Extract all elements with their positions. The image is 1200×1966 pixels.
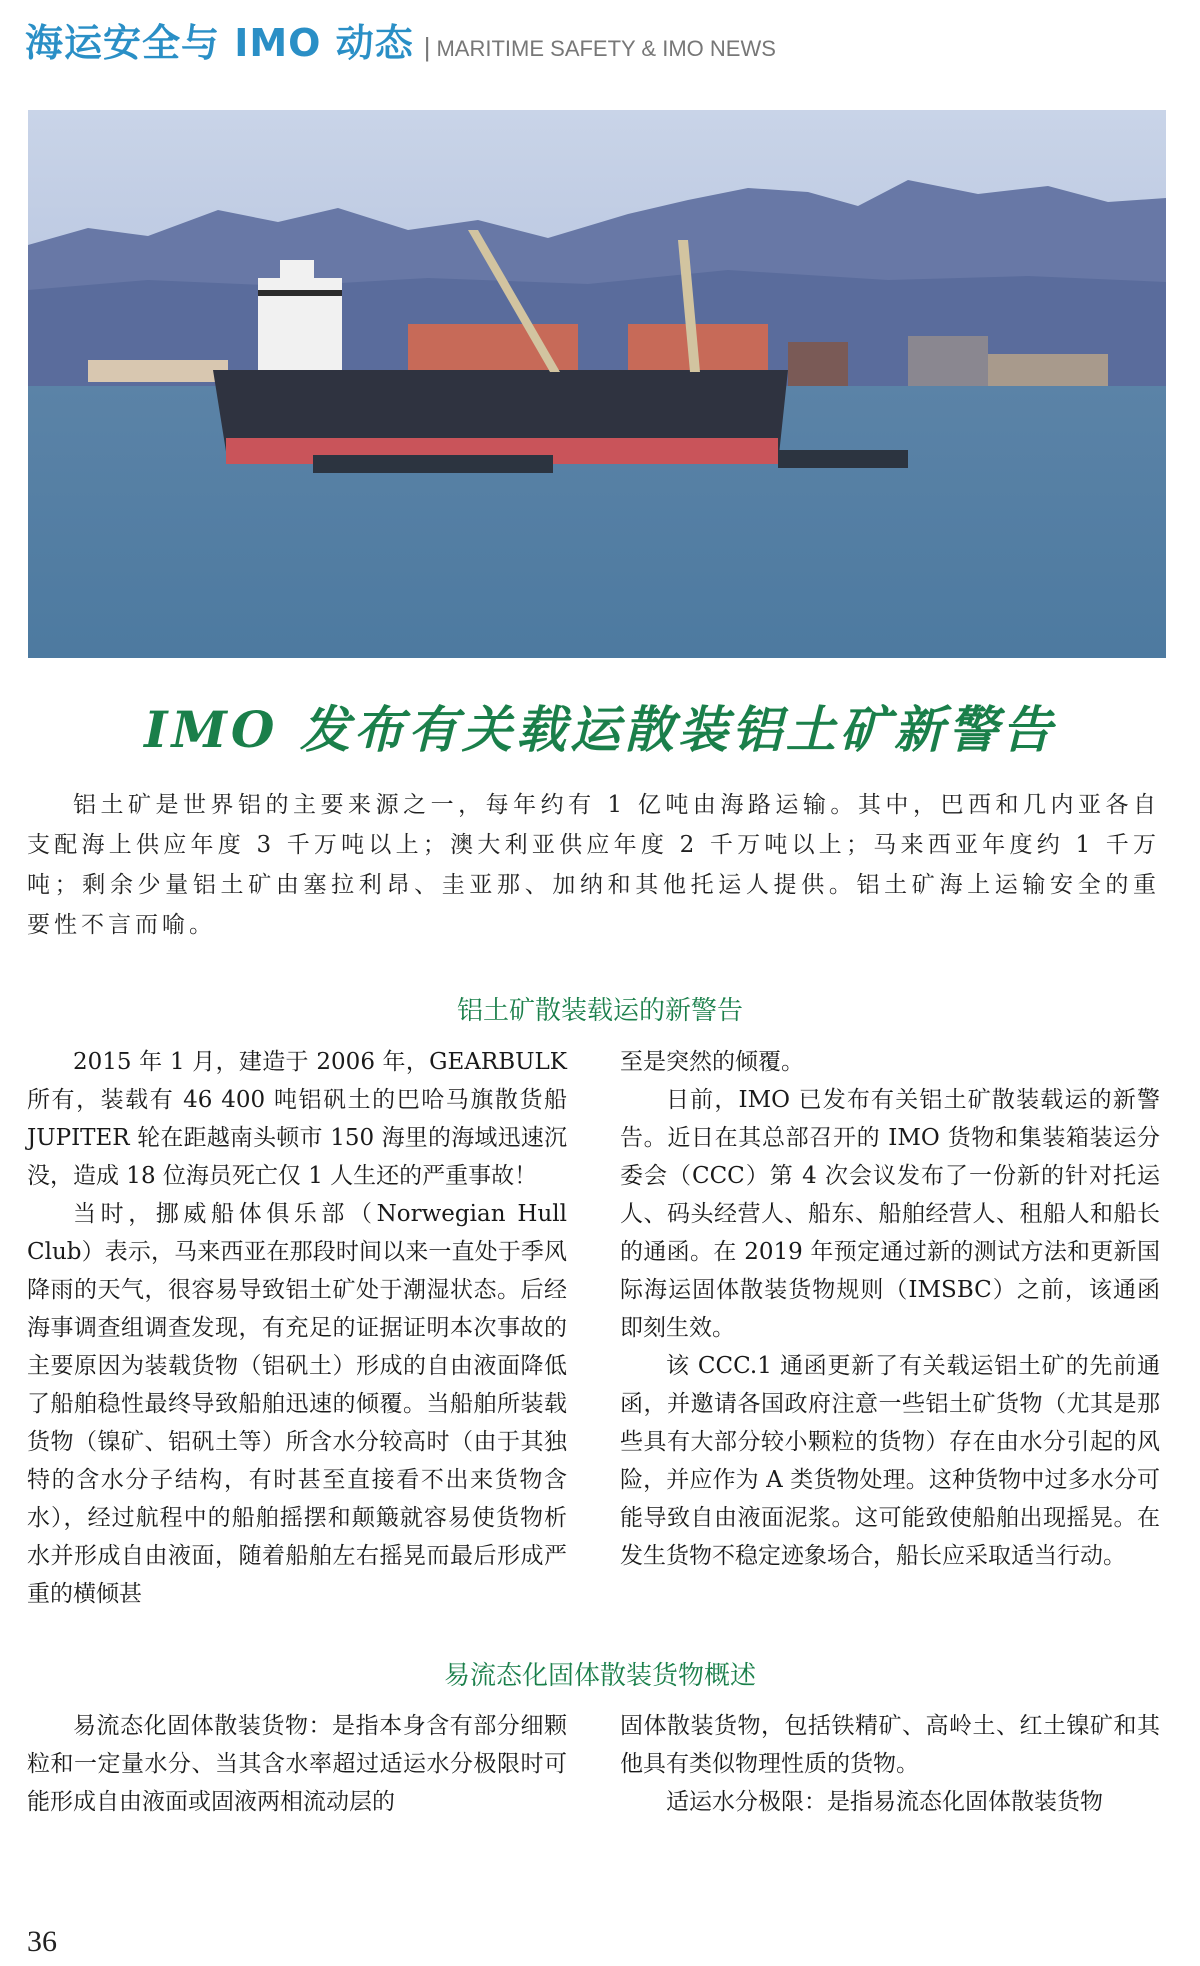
- section1-left-column: [27, 1043, 567, 1613]
- paragraph-continuation: 至是突然的倾覆。: [620, 1049, 804, 1075]
- article-title: IMO 发布有关载运散装铝土矿新警告: [144, 700, 1056, 759]
- section-heading-liquefiable-cargo: 易流态化固体散装货物概述: [443, 1661, 756, 1691]
- header-separator: |: [423, 32, 431, 62]
- header-title-en: MARITIME SAFETY & IMO NEWS: [436, 36, 776, 61]
- section1-right-column: [620, 1043, 1160, 1575]
- ship-photo: [28, 110, 1166, 658]
- paragraph: 适运水分极限：是指易流态化固体散装货物: [666, 1789, 1103, 1815]
- paragraph: 该 CCC.1 通函更新了有关载运铝土矿的先前通函，并邀请各国政府注意一些铝土矿货物（尤其是那些具有大部分较小颗粒的货物）存在由水分引起的风险，并应作为 A 类货物处理。这种货物中过多水分可能导致自由液面泥浆。这可能致使船舶出现摇晃。在发生货物不稳定迹象场合，船长应采取适当行动。: [620, 1353, 1160, 1569]
- bulk-carrier-image: [28, 110, 1166, 658]
- page-number: 36: [27, 1925, 57, 1958]
- paragraph: 日前，IMO 已发布有关铝土矿散装载运的新警告。近日在其总部召开的 IMO 货物和集装箱装运分委会（CCC）第 4 次会议发布了一份新的针对托运人、码头经营人、船东、船舶经营人、租船人和船长的通函。在 2019 年预定通过新的测试方法和更新国际海运固体散装货物规则（IMSBC）之前，该通函即刻生效。: [620, 1087, 1160, 1341]
- magazine-header: [25, 12, 776, 65]
- paragraph: 易流态化固体散装货物：是指本身含有部分细颗粒和一定量水分、当其含水率超过适运水分极限时可能形成自由液面或固液两相流动层的: [27, 1713, 567, 1815]
- paragraph-continuation: 固体散装货物，包括铁精矿、高岭土、红土镍矿和其他具有类似物理性质的货物。: [620, 1713, 1160, 1777]
- paragraph: 当时，挪威船体俱乐部（Norwegian Hull Club）表示，马来西亚在那段时间以来一直处于季风降雨的天气，很容易导致铝土矿处于潮湿状态。后经海事调查组调查发现，有充足的证据证明本次事故的主要原因为装载货物（铝矾土）形成的自由液面降低了船舶稳性最终导致船舶迅速的倾覆。当船舶所装载货物（镍矿、铝矾土等）所含水分较高时（由于其独特的含水分子结构，有时甚至直接看不出来货物含水），经过航程中的船舶摇摆和颠簸就容易使货物析水并形成自由液面，随着船舶左右摇晃而最后形成严重的横倾甚: [27, 1201, 567, 1607]
- paragraph: 2015 年 1 月，建造于 2006 年，GEARBULK 所有，装载有 46 400 吨铝矾土的巴哈马旗散货船 JUPITER 轮在距越南头顿市 150 海里的海域迅速沉没，造成 18 位海员死亡仅 1 人生还的严重事故！: [27, 1049, 567, 1189]
- section2-left-column: [27, 1707, 567, 1821]
- header-title-zh: 海运安全与 IMO 动态: [25, 21, 414, 65]
- section-heading-new-warning: 铝土矿散装载运的新警告: [456, 996, 743, 1026]
- article-intro: 铝土矿是世界铝的主要来源之一，每年约有 1 亿吨由海路运输。其中，巴西和几内亚各自支配海上供应年度 3 千万吨以上；澳大利亚供应年度 2 千万吨以上；马来西亚年度约 1 千万吨；剩余少量铝土矿由塞拉利昂、圭亚那、加纳和其他托运人提供。铝土矿海上运输安全的重要性不言而喻。: [27, 792, 1160, 938]
- section2-right-column: [620, 1707, 1160, 1821]
